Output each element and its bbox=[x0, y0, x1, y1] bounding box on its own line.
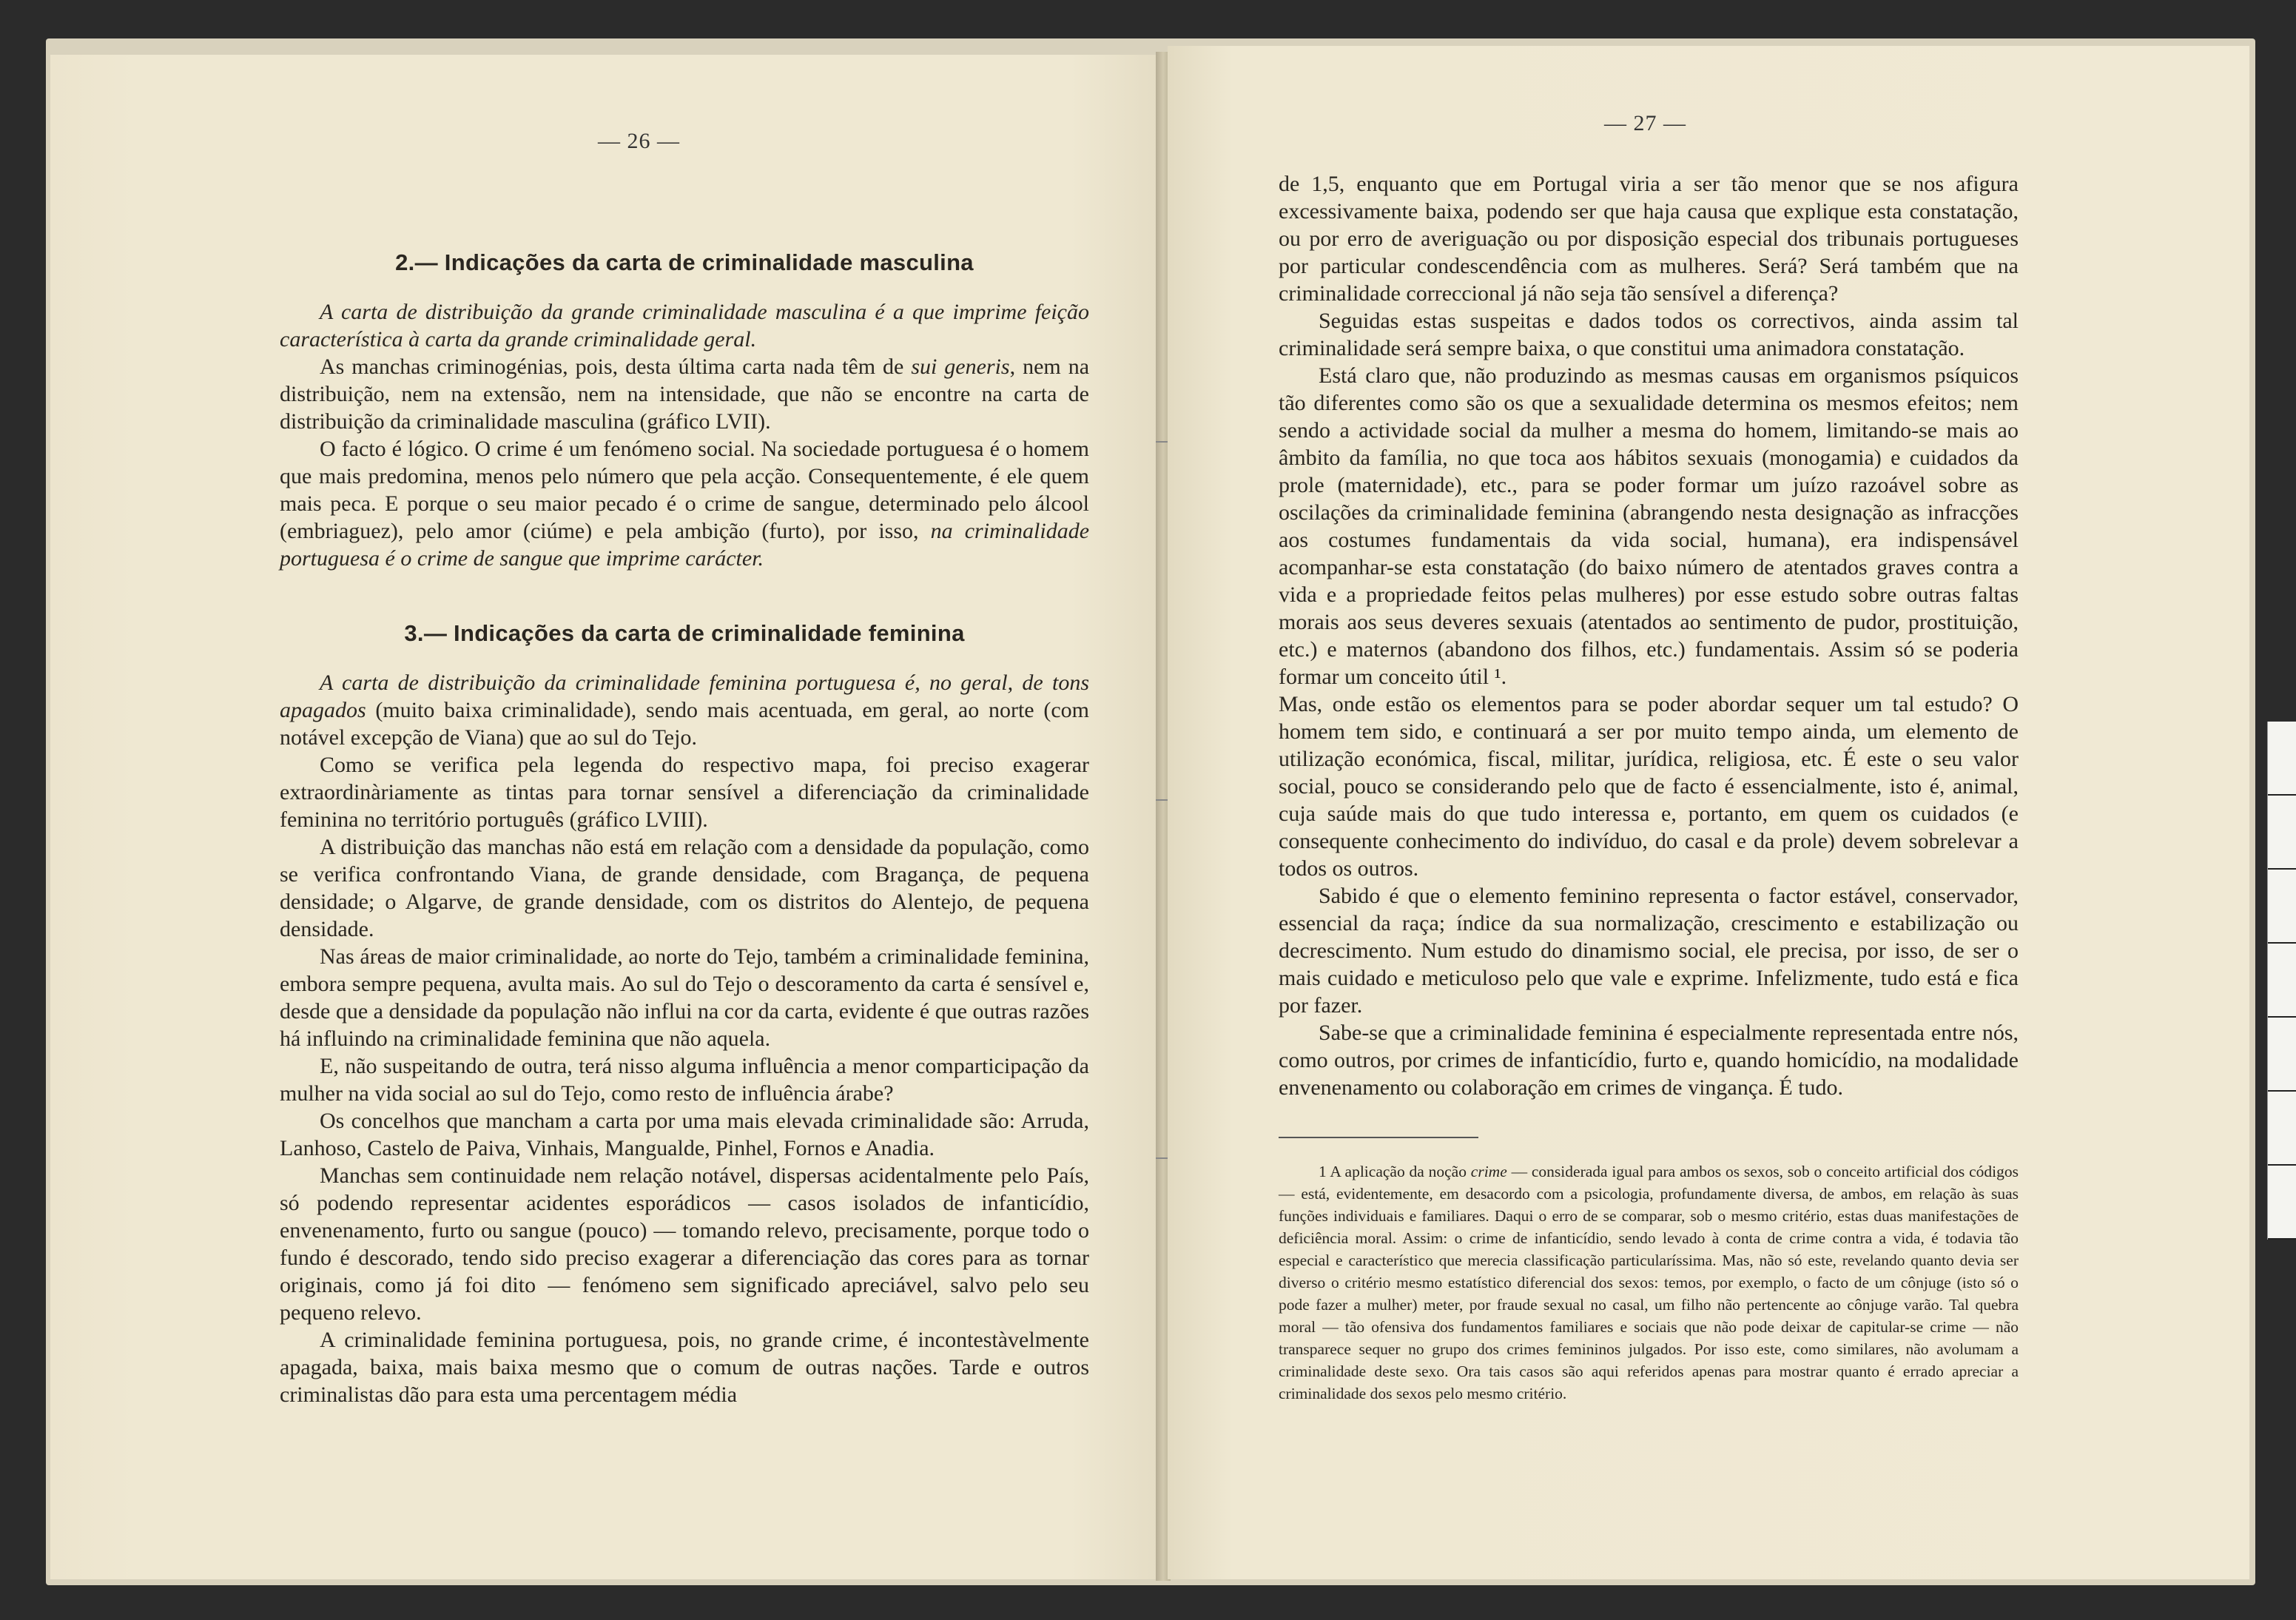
section-2-title: 2.— Indicações da carta de criminalidade masculina bbox=[395, 249, 974, 275]
paragraph: E, não suspeitando de outra, terá nisso alguma influência a menor comparticipação da mulher na vida social ao sul do Tejo, como resto de influência árabe? bbox=[280, 1054, 1089, 1106]
paragraph bbox=[280, 669, 1089, 751]
ruler-segment bbox=[2268, 1166, 2296, 1240]
right-text-column bbox=[1279, 170, 2019, 1405]
paragraph: Nas áreas de maior criminalidade, ao norte do Tejo, também a criminalidade feminina, embora sempre pequena, avulta mais. Ao sul do Tejo o descoramento da carta é sensível e, desde que a densidade da população não influi na cor da carta, evidente é que outras razões há influindo na criminalidade feminina que não aquela. bbox=[280, 944, 1089, 1051]
paragraph bbox=[280, 353, 1089, 435]
page-number-right: — 27 — bbox=[1604, 111, 1686, 135]
ruler-segment bbox=[2268, 1092, 2296, 1166]
paragraph bbox=[280, 435, 1089, 572]
paragraph: de 1,5, enquanto que em Portugal viria a ser tão menor que se nos afigura excessivamente baixa, podendo ser que haja causa que explique esta constatação, ou por erro de averiguação ou por disposição especial dos tribunais portugueses por particular condescendência com as mulheres. Será? Será também que na criminalidade correccional já não seja tão sensível a diferença? bbox=[1279, 172, 2019, 306]
paragraph: Seguidas estas suspeitas e dados todos os correctivos, ainda assim tal criminalidade será sempre baixa, o que constitui uma animadora constatação. bbox=[1279, 309, 2019, 360]
left-page bbox=[50, 55, 1159, 1579]
section-3-title: 3.— Indicações da carta de criminalidade feminina bbox=[404, 620, 965, 646]
right-page bbox=[1168, 46, 2249, 1579]
ruler-segment bbox=[2268, 870, 2296, 944]
italic-text: A carta de distribuição da criminalidade feminina portuguesa é, no geral, de tons apagados bbox=[280, 670, 1089, 722]
ruler-segment bbox=[2268, 796, 2296, 870]
text: 1 A aplicação da noção bbox=[1319, 1163, 1471, 1180]
paragraph: Mas, onde estão os elementos para se poder abordar sequer um tal estudo? O homem tem sido, e continuará a ser por muito tempo ainda, um elemento de utilização económica, fiscal, militar, jurídica, religiosa, etc. É este o seu valor social, pouco se considerando pelo que de facto é essencialmente, isto é, animal, cuja saúde mais do que tudo interessa e, portanto, em quem os cuidados (e consequente conhecimento do indivíduo, do casal e da prole) devem sobrelevar a todos os outros. bbox=[1279, 692, 2019, 881]
paragraph: Sabido é que o elemento feminino representa o factor estável, conservador, essencial da raça; índice da sua normalização, crescimento e estabilização ou decrescimento. Num estudo do dinamismo social, ele precisa, por isso, de ser o mais cuidado e meticuloso pelo que vale e exprime. Infelizmente, tudo está e fica por fazer. bbox=[1279, 884, 2019, 1018]
footnote-separator bbox=[1279, 1137, 1478, 1138]
text: (muito baixa criminalidade), sendo mais acentuada, em geral, ao norte (com notável excepção de Viana) que ao sul do Tejo. bbox=[280, 698, 1089, 750]
paragraph: A criminalidade feminina portuguesa, pois, no grande crime, é incontestàvelmente apagada, baixa, mais baixa mesmo que o comum de outras nações. Tarde e outros criminalistas dão para esta uma percentagem média bbox=[280, 1328, 1089, 1407]
italic-text: A carta de distribuição da grande criminalidade masculina é a que imprime feição característica à carta da grande criminalidade geral. bbox=[280, 300, 1089, 352]
paragraph bbox=[280, 298, 1089, 353]
left-text-column bbox=[280, 249, 1089, 1408]
paragraph: A distribuição das manchas não está em relação com a densidade da população, como se verifica confrontando Viana, de grande densidade, com Bragança, de pequena densidade; o Algarve, de grande densidade, com os distritos do Alentejo, de pequena densidade. bbox=[280, 835, 1089, 941]
italic-text: na criminalidade portuguesa é o crime de sangue que imprime carácter. bbox=[280, 519, 1090, 571]
text: , nem na distribuição, nem na extensão, nem na intensidade, que não se encontre na carta de distribuição da criminalidade masculina (gráfico LVII). bbox=[280, 354, 1090, 434]
ruler-segment bbox=[2268, 944, 2296, 1018]
italic-text: sui generis bbox=[911, 354, 1010, 379]
ruler-segment bbox=[2268, 1018, 2296, 1092]
paragraph: Sabe-se que a criminalidade feminina é especialmente representada entre nós, como outros, por crimes de infanticídio, furto e, quando homicídio, na modalidade envenenamento ou colaboração em crimes de vingança. É tudo. bbox=[1279, 1021, 2019, 1100]
ruler-segment bbox=[2268, 722, 2296, 796]
italic-text: crime bbox=[1470, 1163, 1507, 1180]
page-number-left: — 26 — bbox=[598, 129, 680, 153]
text: O facto é lógico. O crime é um fenómeno social. Na sociedade portuguesa é o homem que mais predomina, menos pelo número que pela acção. Consequentemente, é ele quem mais peca. E porque o seu maior pecado é o crime de sangue, determinado pelo álcool (embriaguez), pelo amor (ciúme) e pela ambição (furto), por isso, bbox=[280, 437, 1089, 543]
footnote bbox=[1279, 1160, 2019, 1405]
scale-ruler bbox=[2267, 722, 2296, 1240]
text: — considerada igual para ambos os sexos, sob o conceito artificial dos códigos — está, evidentemente, em desacordo com a psicologia, profundamente diversa, de ambos, em relação às suas funções individuais e familiares. Daqui o erro de se comparar, sob o mesmo critério, estas duas manifestações de deficiência moral. Assim: o crime de infanticídio, sendo levado à conta de crime contra a vida, é todavia tão especial e característico que merecia classificação particularíssima. Mas, não só este, revelando quanto devia ser diverso o critério mesmo estatístico diferencial dos sexos: temos, por exemplo, o facto de um cônjuge (isto só o pode fazer a mulher) meter, por fraude sexual no casal, um filho não pertencente ao cônjuge varão. Tal quebra moral — tão ofensiva dos fundamentos familiares e sociais que não pode deixar de capitular-se crime — não transparece sequer no grupo dos crimes femininos julgados. Por isso este, como similares, não avolumam a criminalidade deste sexo. Ora tais casos são aqui referidos apenas para mostrar quanto é errado apreciar a criminalidade dos sexos pelo mesmo critério. bbox=[1279, 1163, 2019, 1402]
paragraph: Está claro que, não produzindo as mesmas causas em organismos psíquicos tão diferentes como são os que a sexualidade determina os mesmos efeitos; nem sendo a actividade social da mulher a mesma do homem, limitando-se mais ao âmbito da família, no que toca aos hábitos sexuais (monogamia) e cuidados da prole (maternidade), etc., para se poder formar um juízo razoável sobre as oscilações da criminalidade feminina (abrangendo nesta designação as infracções aos costumes fundamentais da vida social, humana), era indispensável acompanhar-se esta constatação (do baixo número de atentados graves contra a vida e a propriedade feitos pelas mulheres) por esse estudo sobre outras faltas morais aos seus deveres sexuais (atentados ao sentimento de pudor, prostituição, etc.) e maternos (abandono dos filhos, etc.) fundamentais. Assim só se poderia formar um conceito útil ¹. bbox=[1279, 363, 2019, 689]
text: As manchas criminogénias, pois, desta última carta nada têm de bbox=[320, 354, 912, 379]
paragraph: Como se verifica pela legenda do respectivo mapa, foi preciso exagerar extraordinàriamente as tintas para tornar sensível a diferenciação da criminalidade feminina no território português (gráfico LVIII). bbox=[280, 753, 1089, 832]
paragraph: Manchas sem continuidade nem relação notável, dispersas acidentalmente pelo País, só podendo representar acidentes esporádicos — casos isolados de infanticídio, envenenamento, furto ou sangue (pouco) — tomando relevo, precisamente, porque todo o fundo é descorado, tendo sido preciso exagerar a diferenciação das cores para as tornar originais, como já foi dito — fenómeno sem significado apreciável, salvo pelo seu pequeno relevo. bbox=[280, 1163, 1089, 1325]
paragraph: Os concelhos que mancham a carta por uma mais elevada criminalidade são: Arruda, Lanhoso, Castelo de Paiva, Vinhais, Mangualde, Pinhel, Fornos e Anadia. bbox=[280, 1109, 1089, 1160]
